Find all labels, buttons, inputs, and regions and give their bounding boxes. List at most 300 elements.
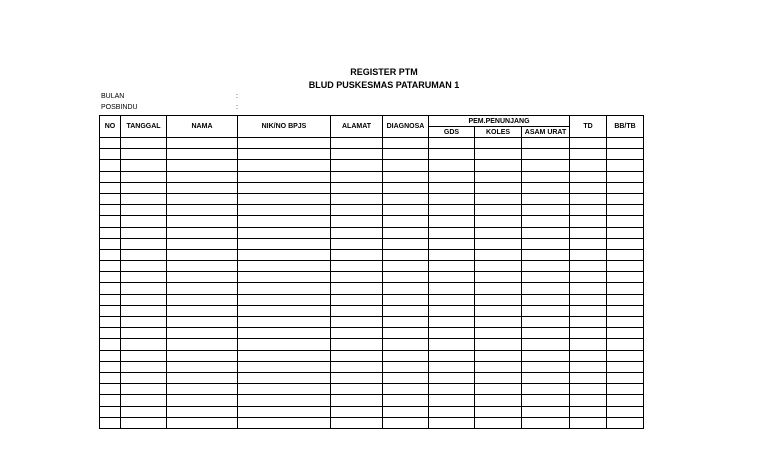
table-cell [429,417,475,428]
table-cell [383,205,429,216]
table-cell [607,305,644,316]
table-row [100,417,644,428]
table-cell [121,238,167,249]
table-cell [331,261,383,272]
table-cell [167,160,238,171]
table-cell [167,283,238,294]
table-cell [383,317,429,328]
table-cell [167,138,238,149]
table-cell [121,193,167,204]
table-cell [100,406,121,417]
table-cell [429,406,475,417]
table-cell [522,339,570,350]
header-koles: KOLES [475,127,522,138]
table-cell [383,149,429,160]
table-cell [383,361,429,372]
table-cell [522,328,570,339]
header-no: NO [100,116,121,138]
table-row [100,138,644,149]
table-cell [570,294,607,305]
table-cell [100,138,121,149]
table-cell [331,294,383,305]
table-cell [522,283,570,294]
table-cell [238,339,331,350]
table-cell [167,261,238,272]
header-nik: NIK/NO BPJS [238,116,331,138]
table-cell [100,372,121,383]
table-cell [522,294,570,305]
header-nama: NAMA [167,116,238,138]
table-cell [429,182,475,193]
table-cell [522,182,570,193]
table-cell [570,227,607,238]
table-cell [167,205,238,216]
table-cell [100,305,121,316]
table-cell [167,406,238,417]
table-row [100,294,644,305]
table-cell [522,149,570,160]
table-cell [121,328,167,339]
table-cell [570,272,607,283]
table-cell [522,227,570,238]
table-cell [121,182,167,193]
table-cell [429,249,475,260]
table-cell [167,328,238,339]
table-cell [383,182,429,193]
table-cell [383,261,429,272]
table-cell [100,339,121,350]
table-cell [607,372,644,383]
table-cell [238,193,331,204]
table-cell [607,216,644,227]
table-cell [429,171,475,182]
table-cell [100,350,121,361]
table-cell [238,406,331,417]
table-cell [331,171,383,182]
table-cell [607,317,644,328]
document-subtitle: BLUD PUSKESMAS PATARUMAN 1 [308,80,460,90]
table-cell [475,238,522,249]
table-cell [167,350,238,361]
table-cell [607,361,644,372]
table-cell [100,294,121,305]
table-cell [121,227,167,238]
table-cell [475,249,522,260]
table-cell [607,138,644,149]
table-cell [331,272,383,283]
table-cell [331,361,383,372]
table-cell [167,238,238,249]
table-cell [429,294,475,305]
table-cell [100,384,121,395]
table-cell [607,171,644,182]
table-cell [238,372,331,383]
table-cell [383,339,429,350]
table-cell [167,193,238,204]
table-cell [383,171,429,182]
table-cell [607,406,644,417]
table-cell [570,149,607,160]
table-cell [429,350,475,361]
table-row [100,339,644,350]
table-cell [100,249,121,260]
table-cell [238,328,331,339]
table-cell [607,238,644,249]
table-cell [100,149,121,160]
table-cell [522,261,570,272]
table-cell [570,417,607,428]
table-row [100,372,644,383]
table-cell [121,261,167,272]
table-cell [167,372,238,383]
table-cell [522,395,570,406]
table-cell [570,328,607,339]
table-cell [607,227,644,238]
table-cell [475,328,522,339]
table-cell [429,216,475,227]
table-cell [429,395,475,406]
table-cell [167,361,238,372]
table-cell [475,417,522,428]
table-cell [121,205,167,216]
table-cell [383,395,429,406]
table-cell [100,283,121,294]
table-cell [331,317,383,328]
table-cell [475,160,522,171]
table-cell [331,417,383,428]
table-cell [475,294,522,305]
table-cell [570,193,607,204]
table-cell [607,182,644,193]
table-cell [331,406,383,417]
table-cell [522,205,570,216]
table-cell [570,372,607,383]
table-cell [383,193,429,204]
table-cell [100,205,121,216]
table-cell [429,372,475,383]
table-cell [429,317,475,328]
table-cell [429,283,475,294]
document-title: REGISTER PTM [350,67,418,77]
table-cell [167,171,238,182]
table-cell [475,361,522,372]
table-cell [238,216,331,227]
table-cell [475,182,522,193]
table-cell [121,149,167,160]
table-cell [522,384,570,395]
table-cell [238,417,331,428]
table-cell [429,305,475,316]
table-cell [331,182,383,193]
table-cell [607,193,644,204]
table-cell [607,294,644,305]
table-row [100,350,644,361]
table-cell [167,182,238,193]
table-cell [570,205,607,216]
table-row [100,305,644,316]
table-cell [100,328,121,339]
table-row [100,361,644,372]
table-row [100,261,644,272]
table-cell [331,339,383,350]
table-cell [331,227,383,238]
table-row [100,328,644,339]
table-cell [238,160,331,171]
table-cell [121,160,167,171]
table-cell [607,149,644,160]
table-cell [100,361,121,372]
register-table-body [100,138,644,429]
table-cell [238,272,331,283]
table-cell [238,149,331,160]
table-cell [121,294,167,305]
table-cell [429,205,475,216]
table-cell [429,384,475,395]
table-cell [607,283,644,294]
table-cell [475,305,522,316]
table-cell [238,294,331,305]
register-table [99,115,644,429]
table-cell [121,216,167,227]
table-cell [570,339,607,350]
table-cell [522,160,570,171]
table-cell [607,417,644,428]
table-cell [522,171,570,182]
table-cell [522,372,570,383]
table-cell [331,216,383,227]
table-cell [121,384,167,395]
table-cell [167,216,238,227]
table-cell [331,350,383,361]
table-cell [522,350,570,361]
header-tanggal: TANGGAL [121,116,167,138]
table-cell [522,249,570,260]
header-asam-urat: ASAM URAT [522,127,570,138]
field-label-bulan: BULAN [101,93,125,100]
table-cell [238,350,331,361]
table-cell [100,272,121,283]
table-cell [522,216,570,227]
table-cell [383,227,429,238]
table-cell [238,395,331,406]
header-alamat: ALAMAT [331,116,383,138]
field-colon-posbindu: : [236,104,238,111]
table-cell [167,384,238,395]
table-cell [383,216,429,227]
table-cell [522,138,570,149]
header-bbtb: BB/TB [607,116,644,138]
table-cell [475,272,522,283]
table-cell [570,238,607,249]
table-cell [522,305,570,316]
table-row [100,238,644,249]
table-cell [100,395,121,406]
table-cell [570,171,607,182]
header-gds: GDS [429,127,475,138]
table-cell [331,138,383,149]
table-cell [121,350,167,361]
table-cell [475,317,522,328]
table-cell [607,395,644,406]
table-cell [522,417,570,428]
table-cell [475,350,522,361]
table-cell [383,384,429,395]
table-cell [429,238,475,249]
header-pem-penunjang: PEM.PENUNJANG [429,116,570,127]
table-cell [167,339,238,350]
table-cell [238,317,331,328]
table-cell [570,216,607,227]
table-cell [522,193,570,204]
table-cell [475,205,522,216]
table-cell [607,249,644,260]
table-cell [331,249,383,260]
table-row [100,272,644,283]
table-cell [121,317,167,328]
table-cell [100,227,121,238]
table-cell [383,160,429,171]
table-cell [331,283,383,294]
table-cell [429,272,475,283]
table-cell [331,305,383,316]
table-cell [167,417,238,428]
table-cell [331,205,383,216]
table-row [100,182,644,193]
table-cell [121,283,167,294]
table-cell [475,171,522,182]
table-cell [475,384,522,395]
table-cell [475,261,522,272]
table-cell [100,238,121,249]
table-cell [238,361,331,372]
table-cell [331,328,383,339]
table-cell [570,160,607,171]
table-cell [331,384,383,395]
table-cell [238,384,331,395]
table-cell [429,261,475,272]
table-cell [238,182,331,193]
table-cell [570,317,607,328]
table-cell [570,261,607,272]
table-cell [522,238,570,249]
table-cell [383,406,429,417]
table-cell [475,372,522,383]
table-cell [331,395,383,406]
table-row [100,149,644,160]
table-cell [429,339,475,350]
table-cell [238,238,331,249]
table-row [100,205,644,216]
table-row [100,216,644,227]
table-cell [475,406,522,417]
table-cell [121,372,167,383]
table-cell [331,149,383,160]
table-cell [238,261,331,272]
table-cell [167,227,238,238]
table-cell [238,249,331,260]
table-cell [429,149,475,160]
table-cell [570,305,607,316]
table-cell [331,193,383,204]
header-diagnosa: DIAGNOSA [383,116,429,138]
table-cell [331,238,383,249]
table-cell [121,249,167,260]
table-row [100,227,644,238]
table-cell [383,417,429,428]
table-cell [121,406,167,417]
table-cell [100,171,121,182]
table-cell [429,160,475,171]
table-cell [167,272,238,283]
table-row [100,406,644,417]
table-cell [429,361,475,372]
header-td: TD [570,116,607,138]
table-cell [383,328,429,339]
table-cell [475,283,522,294]
table-row [100,283,644,294]
table-cell [238,305,331,316]
table-cell [383,283,429,294]
table-cell [100,261,121,272]
table-cell [607,350,644,361]
table-cell [100,160,121,171]
table-cell [607,384,644,395]
field-label-posbindu: POSBINDU [101,104,138,111]
table-cell [570,283,607,294]
table-cell [522,406,570,417]
table-cell [522,317,570,328]
table-row [100,171,644,182]
table-cell [121,339,167,350]
table-cell [570,350,607,361]
table-cell [522,361,570,372]
table-cell [121,361,167,372]
field-colon-bulan: : [236,93,238,100]
table-cell [167,317,238,328]
table-cell [238,138,331,149]
table-cell [570,249,607,260]
table-cell [570,182,607,193]
table-cell [429,227,475,238]
table-cell [121,395,167,406]
table-cell [238,205,331,216]
table-cell [167,395,238,406]
table-cell [475,193,522,204]
table-cell [100,417,121,428]
table-cell [570,361,607,372]
table-cell [429,193,475,204]
table-cell [607,205,644,216]
table-cell [383,294,429,305]
table-cell [100,216,121,227]
table-cell [331,372,383,383]
table-cell [383,350,429,361]
table-cell [475,227,522,238]
table-cell [383,372,429,383]
table-row [100,384,644,395]
table-cell [475,339,522,350]
table-cell [607,261,644,272]
table-cell [570,384,607,395]
table-cell [570,406,607,417]
table-cell [121,417,167,428]
table-cell [522,272,570,283]
table-cell [383,272,429,283]
table-cell [475,395,522,406]
table-cell [100,182,121,193]
table-row [100,160,644,171]
table-cell [167,294,238,305]
